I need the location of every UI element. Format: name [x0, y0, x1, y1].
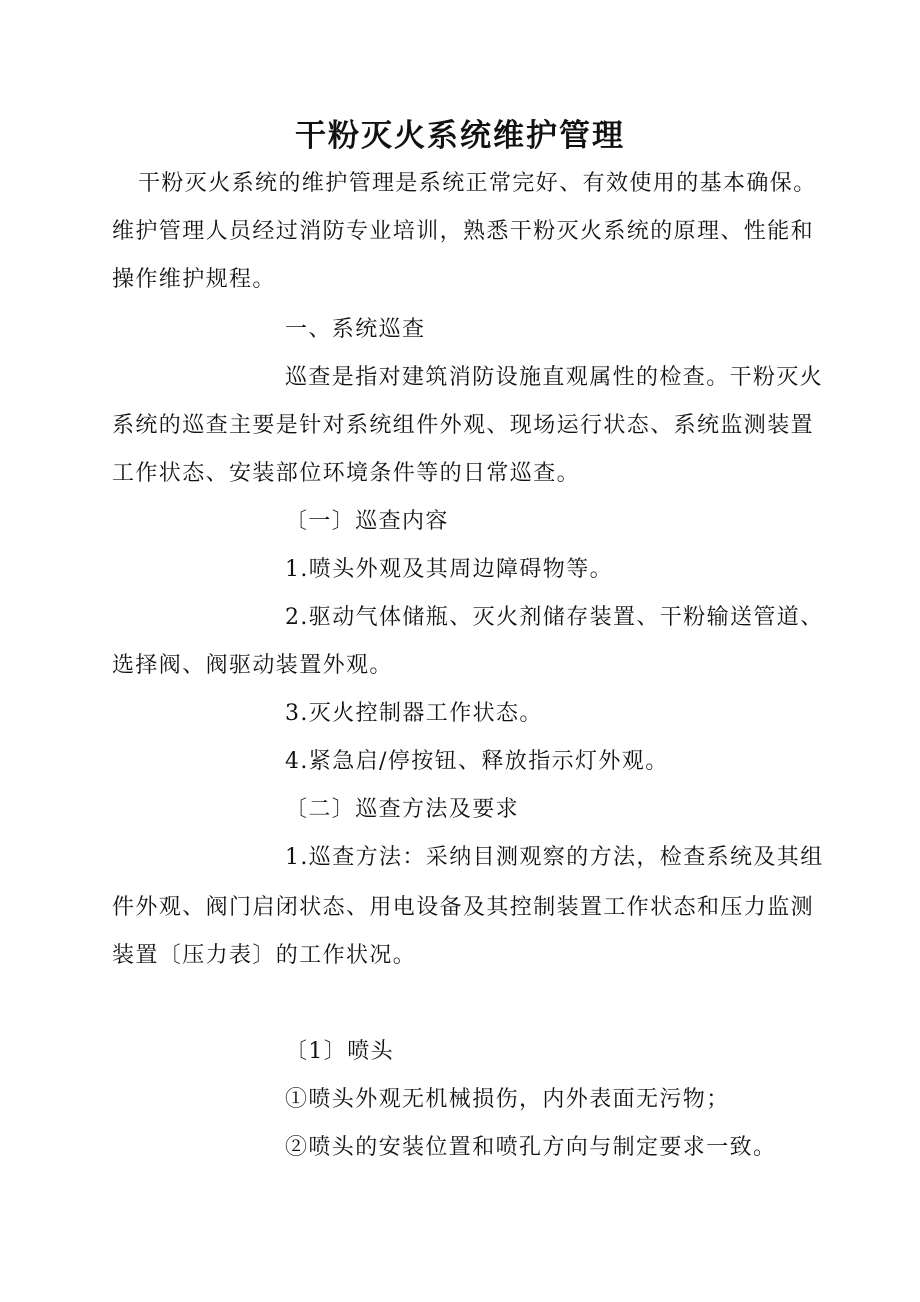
intro-line-2: 维护管理人员经过消防专业培训，熟悉干粉灭火系统的原理、性能和 [112, 219, 815, 244]
intro-line-3: 操作维护规程。 [112, 267, 276, 292]
content-item-2-line-2: 选择阀、阀驱动装置外观。 [112, 653, 393, 678]
intro-line-1: 干粉灭火系统的维护管理是系统正常完好、有效使用的基本确保。 [138, 171, 817, 196]
content-item-4: 4.紧急启/停按钮、释放指示灯外观。 [285, 749, 669, 774]
inspection-paragraph-line-3: 工作状态、安装部位环境条件等的日常巡查。 [112, 461, 581, 486]
subsection-heading-methods: 〔二〕巡查方法及要求 [285, 797, 520, 822]
nozzle-item-2: ②喷头的安装位置和喷孔方向与制定要求一致。 [285, 1135, 777, 1160]
nozzle-heading: 〔1〕喷头 [285, 1039, 394, 1064]
content-item-3: 3.灭火控制器工作状态。 [285, 701, 543, 726]
page-title: 干粉灭火系统维护管理 [295, 118, 625, 154]
inspection-paragraph-line-1: 巡查是指对建筑消防设施直观属性的检查。干粉灭火 [285, 365, 824, 390]
section-heading-system-inspection: 一、系统巡查 [285, 317, 426, 342]
content-item-2-line-1: 2.驱动气体储瓶、灭火剂储存装置、干粉输送管道、 [285, 605, 824, 630]
subsection-heading-inspection-content: 〔一〕巡查内容 [285, 509, 449, 534]
method-line-3: 装置〔压力表〕的工作状况。 [112, 943, 417, 968]
inspection-paragraph-line-2: 系统的巡查主要是针对系统组件外观、现场运行状态、系统监测装置 [112, 413, 815, 438]
content-item-1: 1.喷头外观及其周边障碍物等。 [285, 557, 613, 582]
method-line-2: 件外观、阀门启闭状态、用电设备及其控制装置工作状态和压力监测 [112, 895, 815, 920]
method-line-1: 1.巡查方法：采纳目测观察的方法，检查系统及其组 [285, 845, 824, 870]
nozzle-item-1: ①喷头外观无机械损伤，内外表面无污物； [285, 1087, 730, 1112]
